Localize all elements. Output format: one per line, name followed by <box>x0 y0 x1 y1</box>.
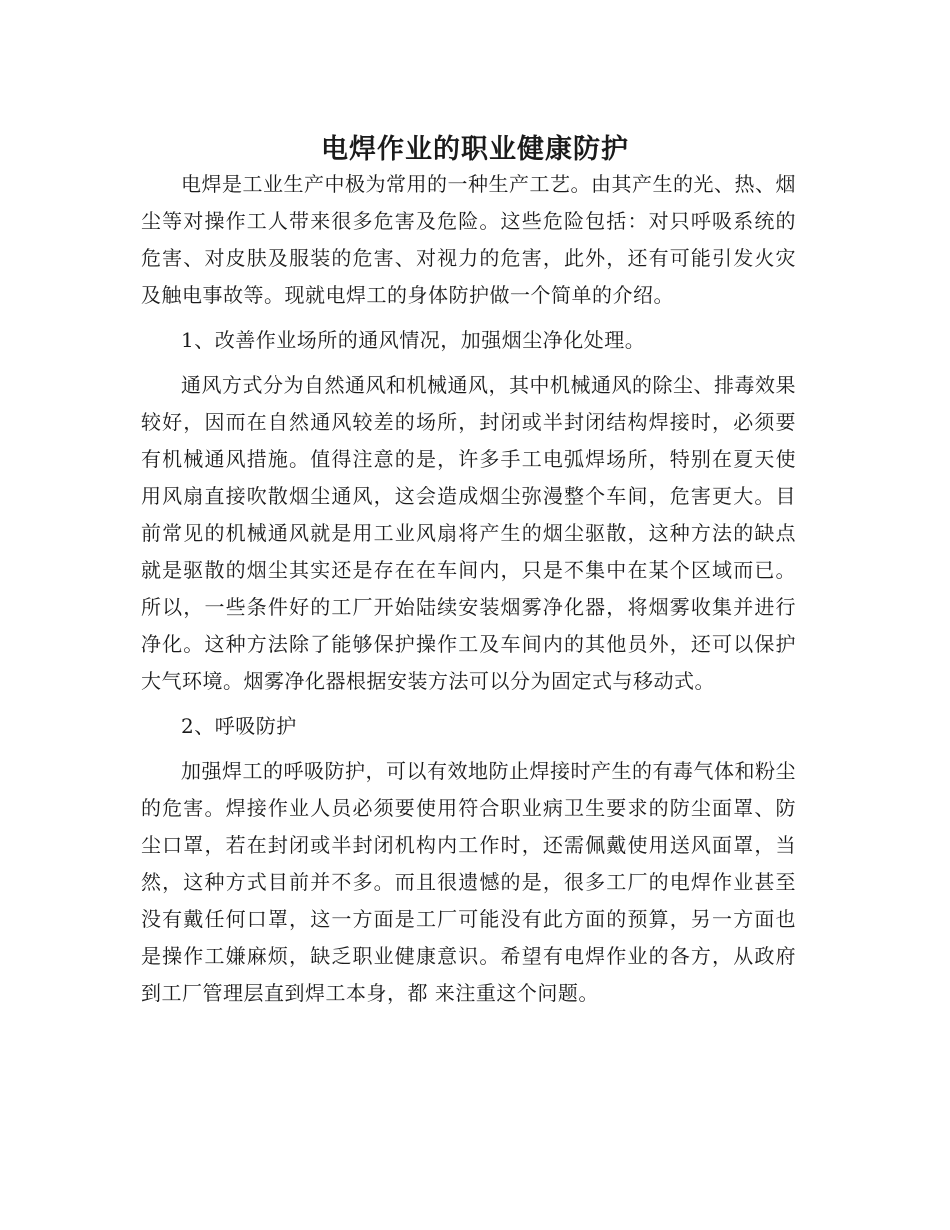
paragraph-spacer <box>141 359 796 367</box>
section-heading-respiratory: 2、呼吸防护 <box>181 714 297 738</box>
respiratory-paragraph: 加强焊工的呼吸防护，可以有效地防止焊接时产生的有毒气体和粉尘的危害。焊接作业人员必须要使用符合职业病卫生要求的防尘面罩、防尘口罩，若在封闭或半封闭机构内工作时，还需佩戴使用送风面罩，当然，这种方式目前并不多。而且很遗憾的是，很多工厂的电焊作业甚至没有戴任何口罩，这一方面是工厂可能没有此方面的预算，另一方面也是操作工嫌麻烦，缺乏职业健康意识。希望有电焊作业的各方，从政府到工厂管理层直到焊工本身，都 来注重这个问题。 <box>141 759 796 1005</box>
intro-paragraph: 电焊是工业生产中极为常用的一种生产工艺。由其产生的光、热、烟尘等对操作工人带来很多危害及危险。这些危险包括：对只呼吸系统的危害、对皮肤及服装的危害、对视力的危害，此外，还有可能引发火灾及触电事故等。现就电焊工的身体防护做一个简单的介绍。 <box>141 172 796 307</box>
document-title: 电焊作业的职业健康防护 <box>321 134 629 166</box>
paragraph-spacer <box>141 745 796 753</box>
paragraph-spacer <box>141 314 796 322</box>
ventilation-paragraph: 通风方式分为自然通风和机械通风，其中机械通风的除尘、排毒效果较好，因而在自然通风较差的场所，封闭或半封闭结构焊接时，必须要有机械通风措施。值得注意的是，许多手工电弧焊场所，特别在夏天使用风扇直接吹散烟尘通风，这会造成烟尘弥漫整个车间，危害更大。目前常见的机械通风就是用工业风扇将产生的烟尘驱散，这种方法的缺点就是驱散的烟尘其实还是存在在车间内，只是不集中在某个区域而已。所以，一些条件好的工厂开始陆续安装烟雾净化器，将烟雾收集并进行净化。这种方法除了能够保护操作工及车间内的其他员外，还可以保护大气环境。烟雾净化器根据安装方法可以分为固定式与移动式。 <box>141 373 796 693</box>
section-heading-ventilation: 1、改善作业场所的通风情况，加强烟尘净化处理。 <box>181 328 646 352</box>
paragraph-spacer <box>141 700 796 708</box>
document-body <box>141 166 796 1012</box>
